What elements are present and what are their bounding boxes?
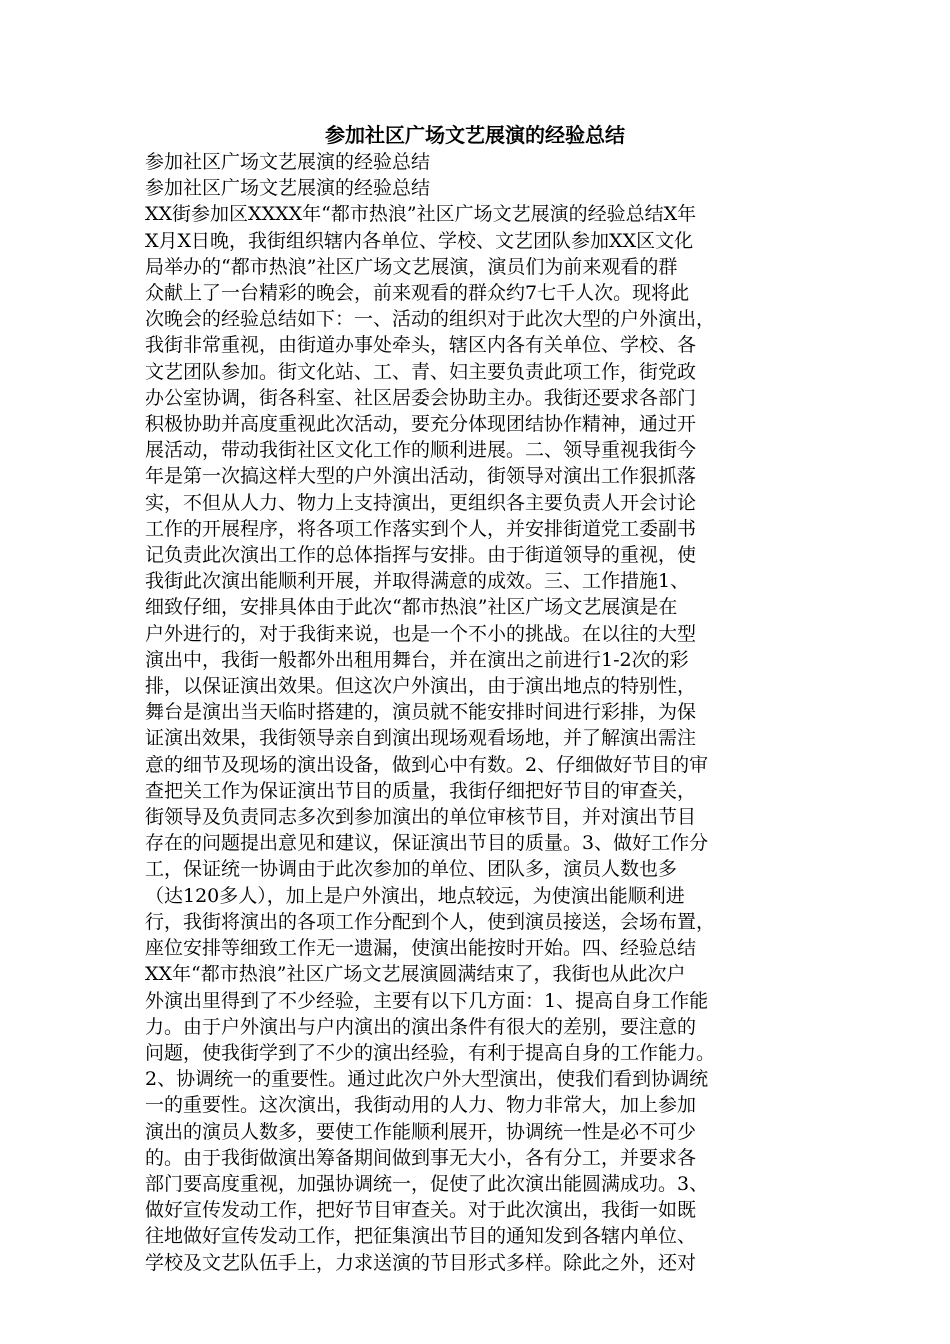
body-line: 做好宣传发动工作，把好节目审查关。对于此次演出，我街一如既 <box>145 1199 697 1222</box>
body-line: 一的重要性。这次演出，我街动用的人力、物力非常大，加上参加 <box>145 1094 697 1117</box>
body-line: 展活动，带动我街社区文化工作的顺利进展。二、领导重视我街今 <box>145 439 697 462</box>
body-line: 街领导及负责同志多次到参加演出的单位审核节目，并对演出节目 <box>145 806 697 829</box>
body-line: 年是第一次搞这样大型的户外演出活动，街领导对演出工作狠抓落 <box>145 465 697 488</box>
body-line: 我街非常重视，由街道办事处牵头，辖区内各有关单位、学校、各 <box>145 334 697 357</box>
body-line: 排，以保证演出效果。但这次户外演出，由于演出地点的特别性， <box>145 675 697 698</box>
body-line: 外演出里得到了不少经验，主要有以下几方面：1、提高自身工作能 <box>145 989 709 1012</box>
body-line: 存在的问题提出意见和建议，保证演出节目的质量。3、做好工作分 <box>145 832 709 855</box>
body-line: 意的细节及现场的演出设备，做到心中有数。2、仔细做好节目的审 <box>145 753 709 776</box>
body-line: 2、协调统一的重要性。通过此次户外大型演出，使我们看到协调统 <box>145 1068 709 1091</box>
document-title: 参加社区广场文艺展演的经验总结 <box>325 123 625 147</box>
body-line: 行，我街将演出的各项工作分配到个人，使到演员接送，会场布置， <box>145 910 716 933</box>
document-subtitle: 参加社区广场文艺展演的经验总结 <box>145 177 431 200</box>
body-line: 查把关工作为保证演出节目的质量，我街仔细把好节目的审查关， <box>145 779 697 802</box>
document-subtitle: 参加社区广场文艺展演的经验总结 <box>145 151 431 173</box>
document-body <box>145 149 805 1276</box>
body-line: 力。由于户外演出与户内演出的演出条件有很大的差别，要注意的 <box>145 1015 697 1038</box>
body-line: X月X日晚，我街组织辖内各单位、学校、文艺团队参加XX区文化 <box>145 229 694 252</box>
body-line: 次晚会的经验总结如下：一、活动的组织对于此次大型的户外演出， <box>145 308 716 331</box>
body-line: 往地做好宣传发动工作，把征集演出节目的通知发到各辖内单位、 <box>145 1225 697 1248</box>
body-line: 证演出效果，我街领导亲自到演出现场观看场地，并了解演出需注 <box>145 727 697 750</box>
body-line: XX年“都市热浪”社区广场文艺展演圆满结束了，我街也从此次户 <box>145 963 686 986</box>
body-line: 细致仔细，安排具体由于此次“都市热浪”社区广场文艺展演是在 <box>145 596 678 619</box>
body-line: 实，不但从人力、物力上支持演出，更组织各主要负责人开会讨论 <box>145 491 697 514</box>
body-line: 座位安排等细致工作无一遗漏，使演出能按时开始。四、经验总结 <box>145 937 697 960</box>
body-line: 记负责此次演出工作的总体指挥与安排。由于街道领导的重视，使 <box>145 544 697 567</box>
body-line: 众献上了一台精彩的晚会，前来观看的群众约7七千人次。现将此 <box>145 282 690 305</box>
body-line: 学校及文艺队伍手上，力求送演的节目形式多样。除此之外，还对 <box>145 1251 697 1274</box>
body-line: 的。由于我街做演出筹备期间做到事无大小，各有分工，并要求各 <box>145 1146 697 1169</box>
body-line: XX街参加区XXXX年“都市热浪”社区广场文艺展演的经验总结X年 <box>145 203 697 226</box>
body-paragraph <box>145 201 805 1275</box>
body-line: 舞台是演出当天临时搭建的，演员就不能安排时间进行彩排，为保 <box>145 701 697 724</box>
body-line: （达120多人），加上是户外演出，地点较远，为使演出能顺利进 <box>145 884 685 907</box>
body-line: 文艺团队参加。街文化站、工、青、妇主要负责此项工作，街党政 <box>145 360 697 383</box>
body-line: 问题，使我街学到了不少的演出经验，有利于提高自身的工作能力。 <box>145 1041 716 1064</box>
body-line: 演出中，我街一般都外出租用舞台，并在演出之前进行1-2次的彩 <box>145 648 689 671</box>
body-line: 部门要高度重视，加强协调统一，促使了此次演出能圆满成功。3、 <box>145 1172 709 1195</box>
body-line: 演出的演员人数多，要使工作能顺利展开，协调统一性是必不可少 <box>145 1120 697 1143</box>
body-line: 工，保证统一协调由于此次参加的单位、团队多，演员人数也多 <box>145 858 678 881</box>
body-line: 局举办的“都市热浪”社区广场文艺展演，演员们为前来观看的群 <box>145 255 678 278</box>
body-line: 办公室协调，街各科室、社区居委会协助主办。我街还要求各部门 <box>145 386 697 409</box>
body-line: 户外进行的，对于我街来说，也是一个不小的挑战。在以往的大型 <box>145 622 697 645</box>
body-line: 工作的开展程序，将各项工作落实到个人，并安排街道党工委副书 <box>145 517 697 540</box>
body-line: 积极协助并高度重视此次活动，要充分体现团结协作精神，通过开 <box>145 413 697 436</box>
body-line: 我街此次演出能顺利开展，并取得满意的成效。三、工作措施1、 <box>145 570 690 593</box>
